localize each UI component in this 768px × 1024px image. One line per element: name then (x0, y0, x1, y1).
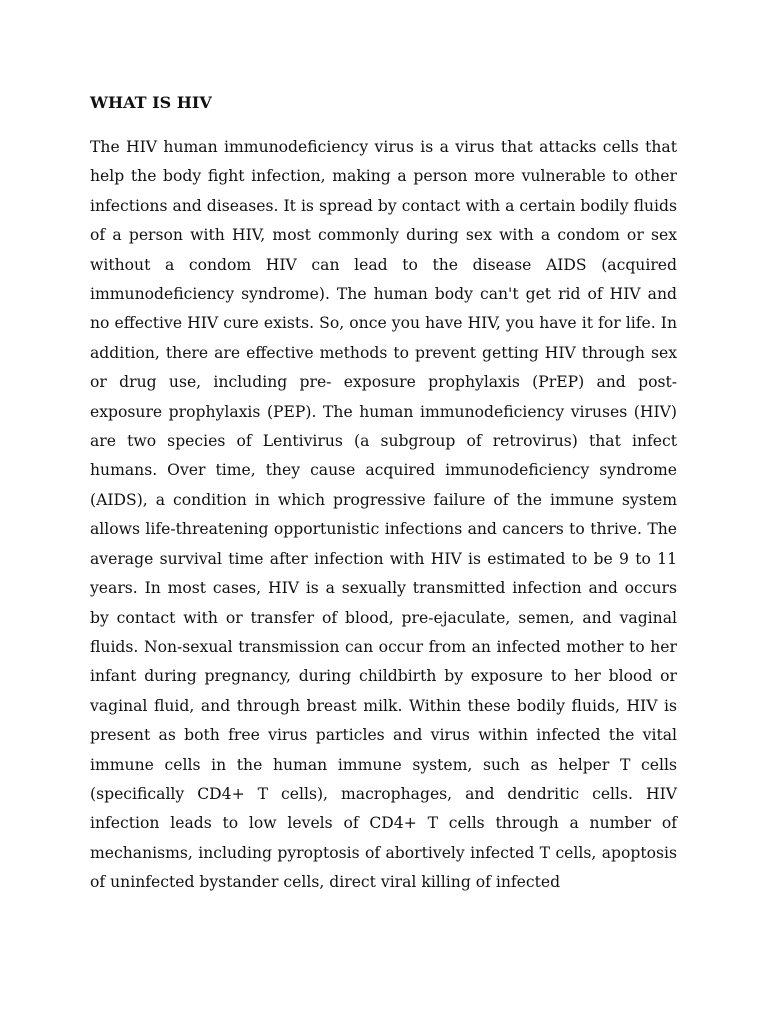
document-paragraph: The HIV human immunodeficiency virus is a virus that attacks cells that help the body fight infection, making a person more vulnerable to other infections and diseases. It is spread by contact with a certain bodily fluids of a person with HIV, most commonly during sex with a condom or sex without a condom HIV can lead to the disease AIDS (acquired immunodeficiency syndrome). The human body can't get rid of HIV and no effective HIV cure exists. So, once you have HIV, you have it for life. In addition, there are effective methods to prevent getting HIV through sex or drug use, including pre- exposure prophylaxis (PrEP) and post-exposure prophylaxis (PEP). The human immunodeficiency viruses (HIV) are two species of Lentivirus (a subgroup of retrovirus) that infect humans. Over time, they cause acquired immunodeficiency syndrome (AIDS), a condition in which progressive failure of the immune system allows life-threatening opportunistic infections and cancers to thrive. The average survival time after infection with HIV is estimated to be 9 to 11 years. In most cases, HIV is a sexually transmitted infection and occurs by contact with or transfer of blood, pre-ejaculate, semen, and vaginal fluids. Non-sexual transmission can occur from an infected mother to her infant during pregnancy, during childbirth by exposure to her blood or vaginal fluid, and through breast milk. Within these bodily fluids, HIV is present as both free virus particles and virus within infected the vital immune cells in the human immune system, such as helper T cells (specifically CD4+ T cells), macrophages, and dendritic cells. HIV infection leads to low levels of CD4+ T cells through a number of mechanisms, including pyroptosis of abortively infected T cells, apoptosis of uninfected bystander cells, direct viral killing of infected (90, 138, 677, 892)
document-page (90, 92, 677, 898)
document-heading: WHAT IS HIV (90, 93, 212, 112)
